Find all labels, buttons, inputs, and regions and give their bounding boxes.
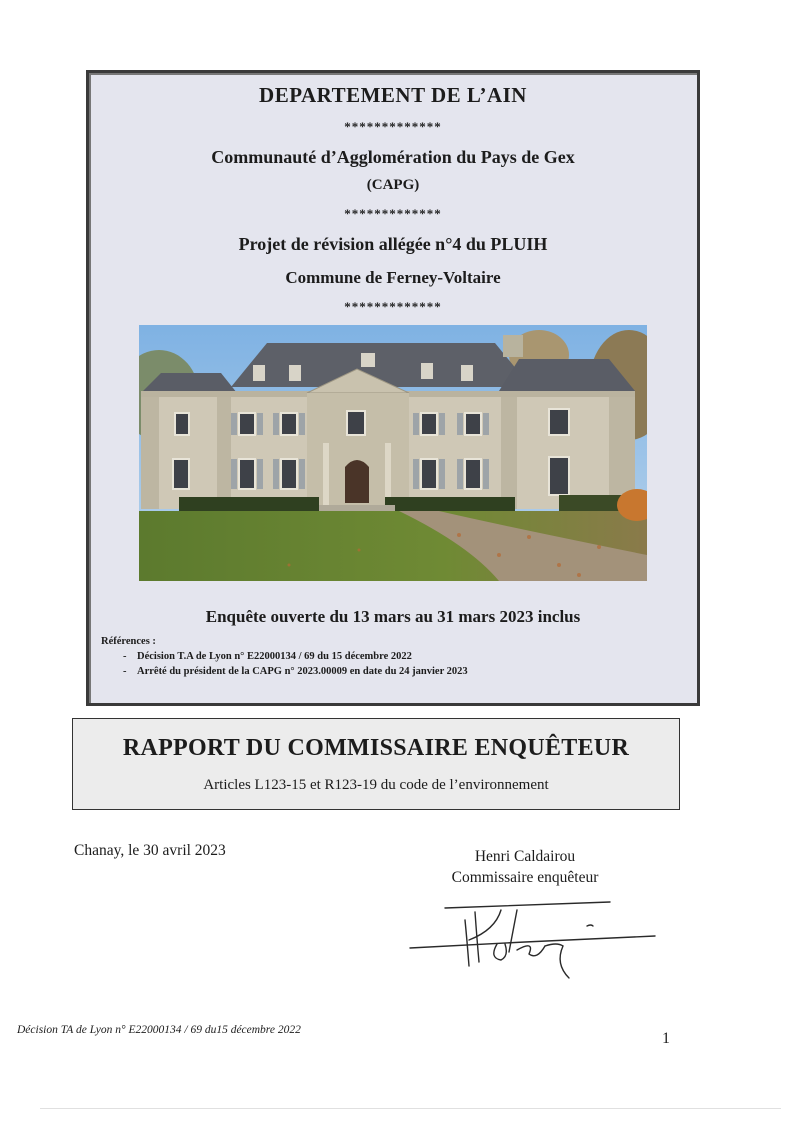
separator-stars: *************	[344, 206, 442, 221]
department-title: DEPARTEMENT DE L’AIN	[259, 83, 527, 107]
community-abbreviation: (CAPG)	[366, 177, 420, 193]
bottom-divider	[40, 1108, 781, 1109]
signer-block	[440, 846, 610, 888]
page-number: 1	[662, 1030, 670, 1047]
commune-name: Commune de Ferney-Voltaire	[285, 268, 501, 287]
references-block	[101, 636, 468, 679]
reference-item: - Arrêté du président de la CAPG n° 2023.00009 en date du 24 janvier 2023	[123, 666, 468, 677]
signer-role: Commissaire enquêteur	[451, 869, 599, 886]
references-title: Références :	[101, 636, 156, 647]
project-title: Projet de révision allégée n°4 du PLUIH	[238, 234, 548, 254]
community-name: Communauté d’Agglomération du Pays de Gex	[211, 147, 575, 167]
footer-reference: Décision TA de Lyon n° E22000134 / 69 du15 décembre 2022	[17, 1024, 301, 1036]
place-and-date: Chanay, le 30 avril 2023	[74, 842, 226, 859]
signer-name: Henri Caldairou	[474, 848, 576, 865]
report-subtitle: Articles L123-15 et R123-19 du code de l’environnement	[203, 777, 549, 793]
cover-header-box	[86, 70, 700, 706]
report-title: RAPPORT DU COMMISSAIRE ENQUÊTEUR	[122, 735, 630, 761]
separator-stars: *************	[344, 299, 442, 314]
report-title-box	[72, 718, 680, 810]
inquiry-dates: Enquête ouverte du 13 mars au 31 mars 2023 inclus	[205, 607, 581, 626]
references-list	[101, 649, 468, 679]
chateau-photo	[139, 325, 647, 581]
separator-stars: *************	[344, 119, 442, 134]
reference-item: - Décision T.A de Lyon n° E22000134 / 69 du 15 décembre 2022	[123, 651, 412, 662]
handwritten-signature	[405, 900, 660, 980]
